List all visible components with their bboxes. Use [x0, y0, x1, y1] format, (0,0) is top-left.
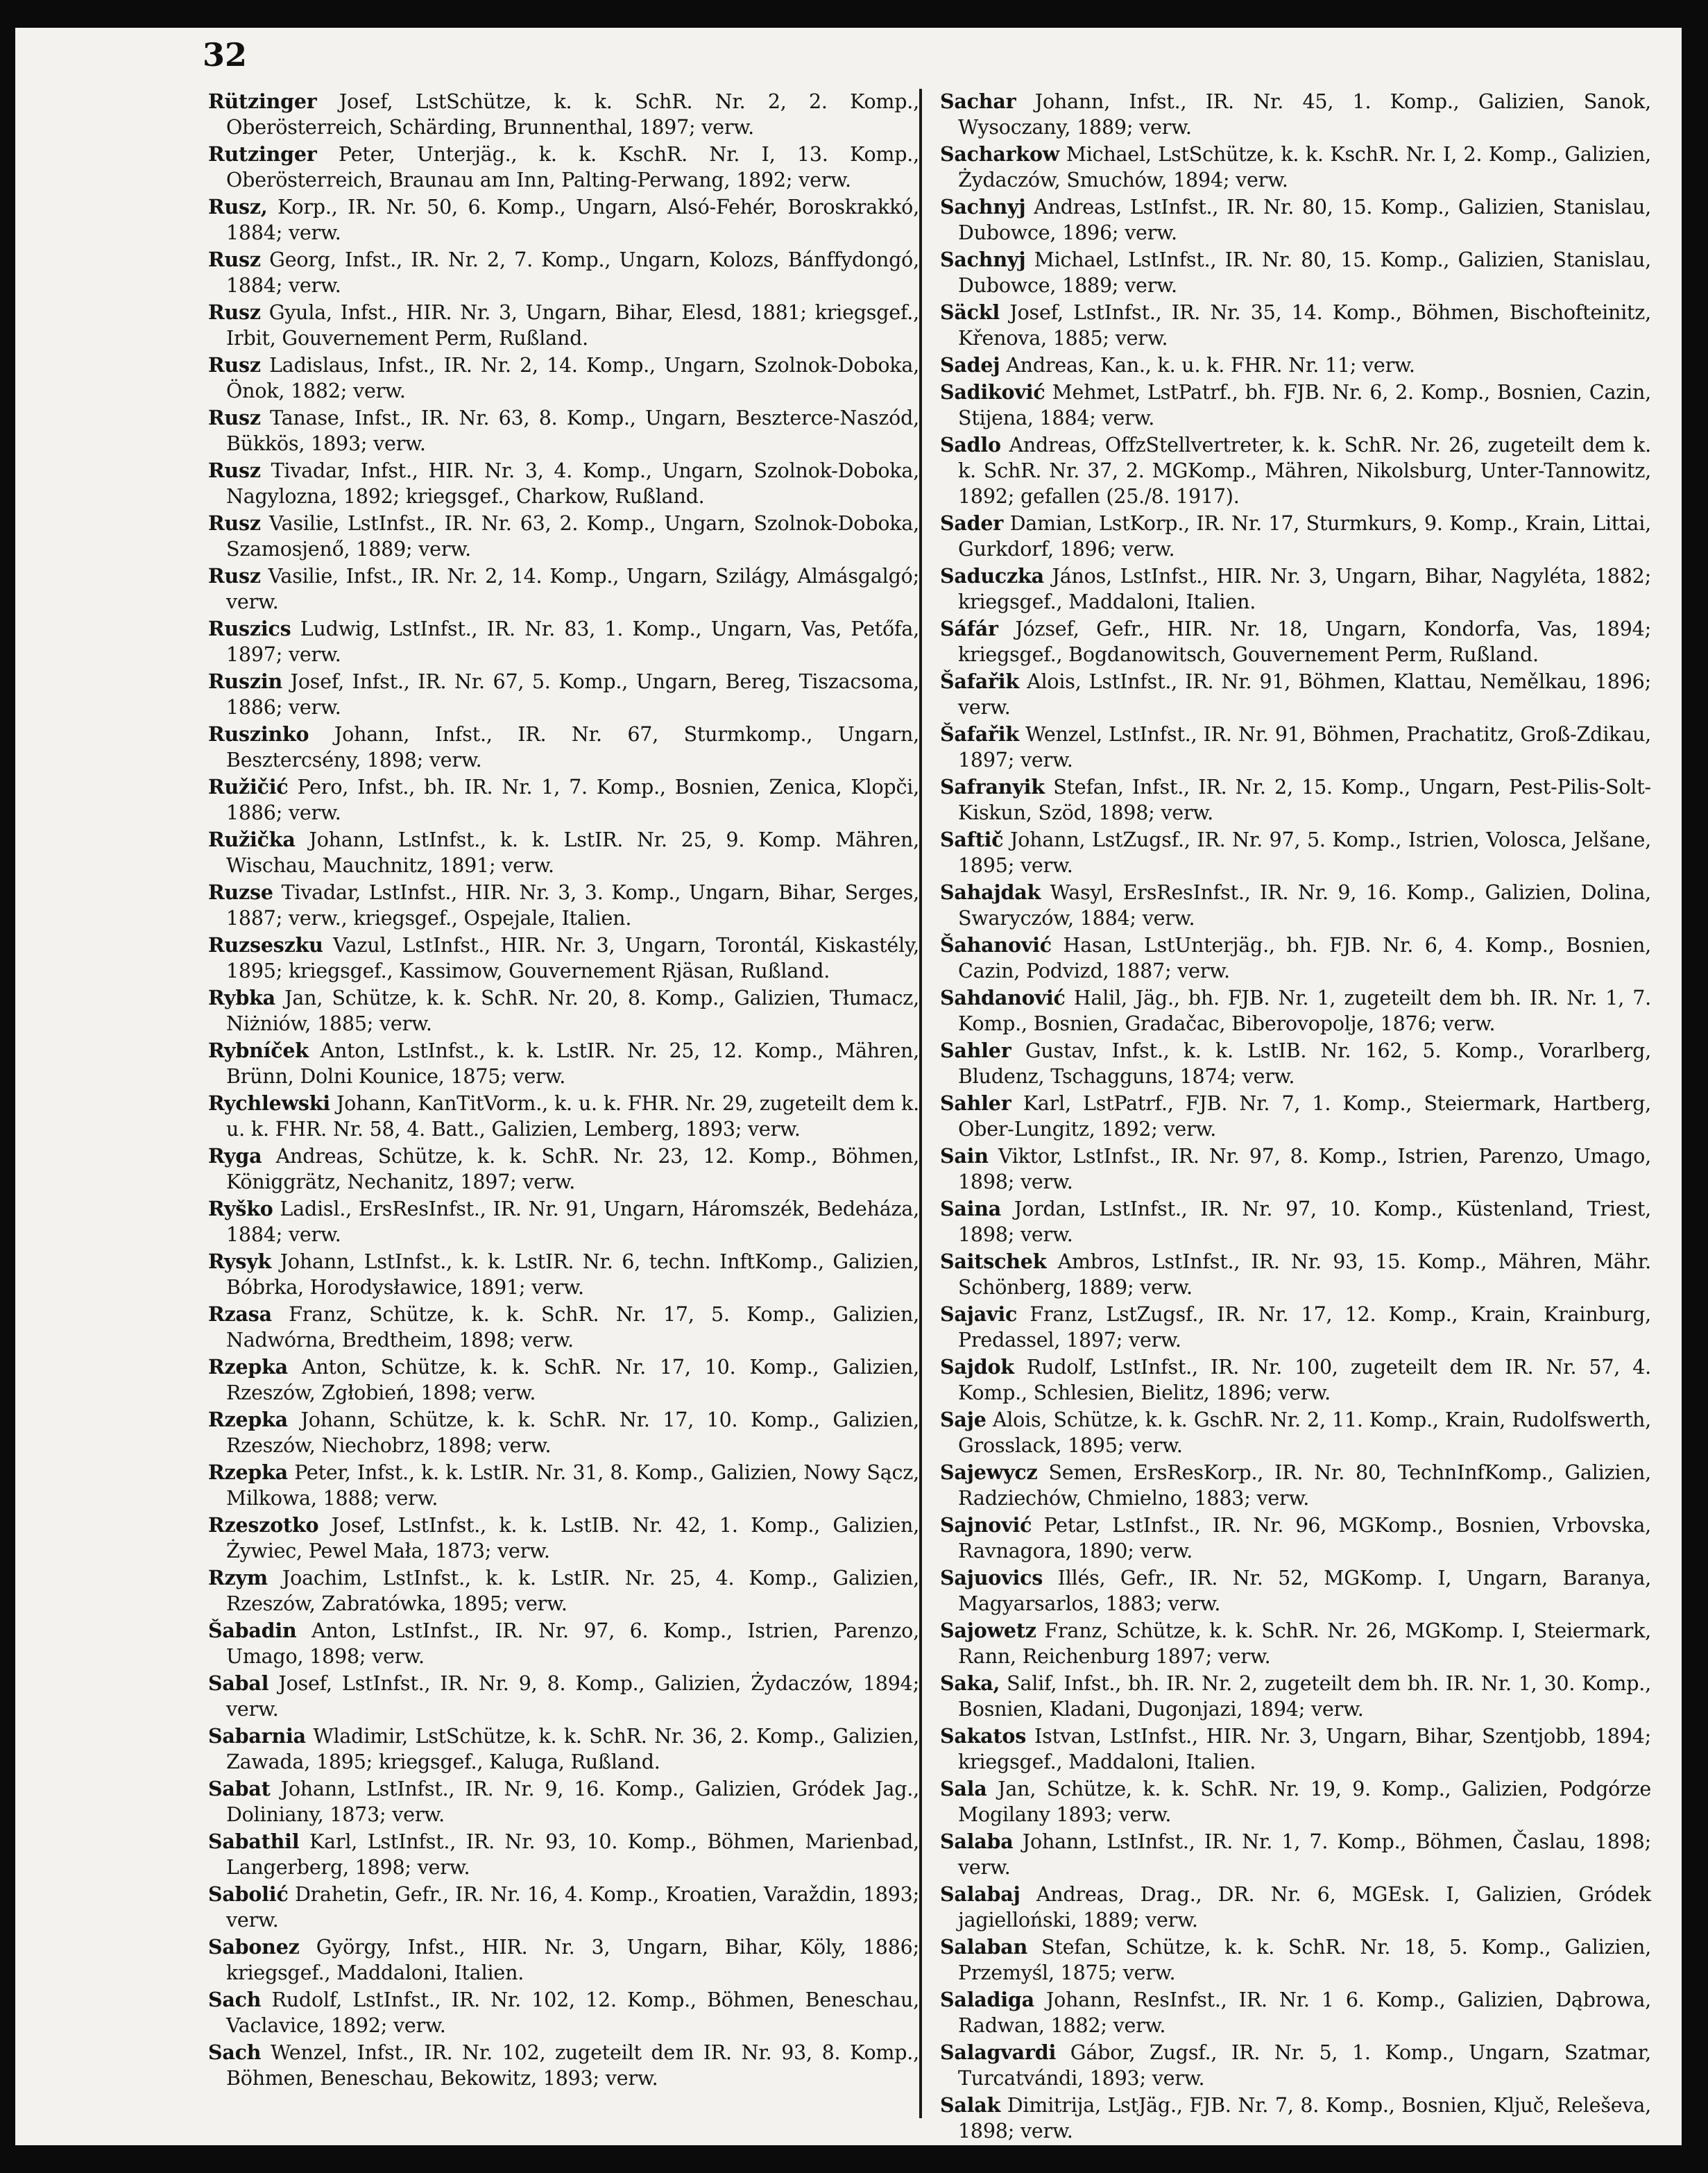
- entry-details: Wenzel, Infst., IR. Nr. 102, zugeteilt dem IR. Nr. 93, 8. Komp., Böhmen, Beneschau, Bekowitz, 1893; verw.: [226, 2041, 919, 2090]
- entry-surname: Säckl: [940, 300, 1000, 324]
- left-column: [208, 89, 919, 2093]
- entry-surname: Sáfár: [940, 617, 998, 640]
- entry-details: Stefan, Schütze, k. k. SchR. Nr. 18, 5. Komp., Galizien, Przemyśl, 1875; verw.: [958, 1936, 1651, 1984]
- entry-surname: Saitschek: [940, 1250, 1047, 1273]
- register-entry: [940, 1038, 1651, 1089]
- entry-details: Michael, LstSchütze, k. k. KschR. Nr. I, 2. Komp., Galizien, Żydaczów, Smuchów, 1894; verw.: [958, 143, 1651, 191]
- register-entry: [940, 880, 1651, 931]
- entry-details: Ladislaus, Infst., IR. Nr. 2, 14. Komp., Ungarn, Szolnok-Doboka, Önok, 1882; verw.: [226, 354, 919, 402]
- register-entry: [208, 827, 919, 878]
- column-divider: [919, 89, 922, 2118]
- entry-details: Korp., IR. Nr. 50, 6. Komp., Ungarn, Alsó-Fehér, Boroskrakkó, 1884; verw.: [226, 196, 919, 244]
- entry-surname: Ryga: [208, 1144, 262, 1168]
- register-entry: [208, 511, 919, 562]
- entry-surname: Šafařik: [940, 722, 1019, 746]
- entry-surname: Saka,: [940, 1671, 1000, 1695]
- entry-details: Rudolf, LstInfst., IR. Nr. 102, 12. Komp., Böhmen, Beneschau, Vaclavice, 1892; verw.: [226, 1988, 919, 2037]
- entry-details: Jordan, LstInfst., IR. Nr. 97, 10. Komp., Küstenland, Triest, 1898; verw.: [958, 1198, 1651, 1246]
- entry-surname: Saftič: [940, 828, 1004, 851]
- entry-surname: Sakatos: [940, 1724, 1027, 1748]
- entry-surname: Saduczka: [940, 564, 1044, 588]
- register-entry: [940, 1618, 1651, 1669]
- register-entry: [940, 300, 1651, 351]
- register-entry: [940, 1882, 1651, 1933]
- entry-details: Mehmet, LstPatrf., bh. FJB. Nr. 6, 2. Komp., Bosnien, Cazin, Stijena, 1884; verw.: [958, 381, 1651, 429]
- entry-surname: Rusz: [208, 459, 261, 482]
- entry-surname: Salagvardi: [940, 2040, 1057, 2064]
- entry-details: Andreas, OffzStellvertreter, k. k. SchR. Nr. 26, zugeteilt dem k. k. SchR. Nr. 37, 2. MGKomp., Mähren, Nikolsburg, Unter-Tannowitz, 1892; gefallen (25./8. 1917).: [958, 434, 1651, 508]
- entry-surname: Sabarnia: [208, 1724, 306, 1748]
- register-entry: [940, 985, 1651, 1037]
- entry-surname: Ryško: [208, 1197, 273, 1220]
- scan-border-top: [0, 0, 1708, 28]
- entry-details: Johann, KanTitVorm., k. u. k. FHR. Nr. 29, zugeteilt dem k. u. k. FHR. Nr. 58, 4. Batt., Galizien, Lemberg, 1893; verw.: [226, 1092, 919, 1141]
- entry-surname: Rzepka: [208, 1460, 288, 1484]
- register-entry: [208, 300, 919, 351]
- entry-surname: Sach: [208, 1988, 262, 2011]
- register-entry: [940, 194, 1651, 246]
- entry-details: Ladisl., ErsResInfst., IR. Nr. 91, Ungarn, Háromszék, Bedeháza, 1884; verw.: [226, 1198, 919, 1246]
- entry-details: Wladimir, LstSchütze, k. k. SchR. Nr. 36, 2. Komp., Galizien, Zawada, 1895; kriegsgef., Kaluga, Rußland.: [226, 1725, 919, 1773]
- register-entry: [940, 1091, 1651, 1142]
- entry-details: Michael, LstInfst., IR. Nr. 80, 15. Komp., Galizien, Stanislau, Dubowce, 1889; verw.: [958, 248, 1651, 297]
- entry-details: Illés, Gefr., IR. Nr. 52, MGKomp. I, Ungarn, Baranya, Magyarsarlos, 1883; verw.: [958, 1567, 1651, 1615]
- entry-details: Johann, Schütze, k. k. SchR. Nr. 17, 10. Komp., Galizien, Rzeszów, Niechobrz, 1898; verw.: [226, 1408, 919, 1457]
- entry-details: Josef, LstInfst., IR. Nr. 9, 8. Komp., Galizien, Żydaczów, 1894; verw.: [226, 1672, 919, 1721]
- register-entry: [940, 1196, 1651, 1247]
- entry-surname: Sahler: [940, 1091, 1011, 1115]
- register-entry: [208, 1038, 919, 1089]
- entry-surname: Ruszinko: [208, 722, 309, 746]
- entry-surname: Rusz,: [208, 195, 268, 219]
- register-entry: [940, 1776, 1651, 1827]
- entry-details: Vasilie, LstInfst., IR. Nr. 63, 2. Komp., Ungarn, Szolnok-Doboka, Szamosjenő, 1889; verw.: [226, 512, 919, 561]
- entry-details: Karl, LstPatrf., FJB. Nr. 7, 1. Komp., Steiermark, Hartberg, Ober-Lungitz, 1892; verw.: [958, 1092, 1651, 1141]
- register-entry: [940, 1934, 1651, 1986]
- entry-surname: Rusz: [208, 406, 261, 429]
- register-entry: [208, 194, 919, 246]
- entry-details: Peter, Infst., k. k. LstIR. Nr. 31, 8. Komp., Galizien, Nowy Sącz, Milkowa, 1888; verw.: [226, 1461, 919, 1510]
- entry-details: Andreas, LstInfst., IR. Nr. 80, 15. Komp., Galizien, Stanislau, Dubowce, 1896; verw.: [958, 196, 1651, 244]
- page-number: 32: [203, 36, 248, 74]
- entry-details: Johann, ResInfst., IR. Nr. 1 6. Komp., Galizien, Dąbrowa, Radwan, 1882; verw.: [958, 1988, 1651, 2037]
- entry-details: Anton, Schütze, k. k. SchR. Nr. 17, 10. Komp., Galizien, Rzeszów, Zgłobień, 1898; verw.: [226, 1356, 919, 1404]
- entry-details: Gábor, Zugsf., IR. Nr. 5, 1. Komp., Ungarn, Szatmar, Turcatvándi, 1893; verw.: [958, 2041, 1651, 2090]
- entry-details: Ludwig, LstInfst., IR. Nr. 83, 1. Komp., Ungarn, Vas, Petőfa, 1897; verw.: [226, 617, 919, 666]
- register-entry: [940, 722, 1651, 773]
- register-entry: [208, 1196, 919, 1247]
- entry-surname: Rzasa: [208, 1302, 272, 1326]
- entry-surname: Ruszics: [208, 617, 291, 640]
- entry-details: Josef, LstInfst., IR. Nr. 35, 14. Komp., Böhmen, Bischofteinitz, Křenova, 1885; verw.: [958, 301, 1651, 350]
- entry-details: Johann, Infst., IR. Nr. 45, 1. Komp., Galizien, Sanok, Wysoczany, 1889; verw.: [958, 90, 1651, 139]
- register-entry: [940, 1460, 1651, 1511]
- entry-details: Johann, LstInfst., IR. Nr. 9, 16. Komp., Galizien, Gródek Jag., Doliniany, 1873; verw.: [226, 1778, 919, 1826]
- entry-surname: Sacharkow: [940, 142, 1060, 166]
- entry-details: Johann, Infst., IR. Nr. 67, Sturmkomp., Ungarn, Besztercsény, 1898; verw.: [226, 723, 919, 772]
- entry-details: Gustav, Infst., k. k. LstIB. Nr. 162, 5. Komp., Vorarlberg, Bludenz, Tschagguns, 1874; verw.: [958, 1039, 1651, 1088]
- entry-surname: Ruszin: [208, 670, 282, 693]
- register-entry: [208, 669, 919, 720]
- entry-details: Alois, Schütze, k. k. GschR. Nr. 2, 11. Komp., Krain, Rudolfswerth, Grosslack, 1895; verw.: [958, 1408, 1651, 1457]
- register-entry: [208, 616, 919, 667]
- entry-surname: Ružička: [208, 828, 296, 851]
- entry-details: Halil, Jäg., bh. FJB. Nr. 1, zugeteilt dem bh. IR. Nr. 1, 7. Komp., Bosnien, Gradačac, Biberovopolje, 1876; verw.: [958, 987, 1651, 1035]
- entry-surname: Sachar: [940, 90, 1016, 113]
- register-entry: [940, 669, 1651, 720]
- entry-surname: Rybníček: [208, 1039, 309, 1062]
- entry-surname: Sachnyj: [940, 248, 1026, 271]
- entry-details: Jan, Schütze, k. k. SchR. Nr. 19, 9. Komp., Galizien, Podgórze Mogilany 1893; verw.: [958, 1778, 1651, 1826]
- entry-surname: Ruzseszku: [208, 933, 323, 957]
- entry-surname: Sabal: [208, 1671, 269, 1695]
- entry-surname: Sadlo: [940, 433, 1001, 457]
- entry-surname: Šabadin: [208, 1619, 297, 1642]
- entry-surname: Sala: [940, 1777, 987, 1800]
- entry-surname: Sain: [940, 1144, 989, 1168]
- entry-surname: Saladiga: [940, 1988, 1034, 2011]
- entry-details: Damian, LstKorp., IR. Nr. 17, Sturmkurs, 9. Komp., Krain, Littai, Gurkdorf, 1896; verw.: [958, 512, 1651, 561]
- entry-details: Istvan, LstInfst., HIR. Nr. 3, Ungarn, Bihar, Szentjobb, 1894; kriegsgef., Maddaloni, Italien.: [958, 1725, 1651, 1773]
- register-entry: [940, 380, 1651, 431]
- register-entry: [208, 1512, 919, 1564]
- entry-surname: Sajdok: [940, 1355, 1014, 1379]
- register-entry: [208, 774, 919, 826]
- register-entry: [208, 1618, 919, 1669]
- entry-details: Andreas, Kan., k. u. k. FHR. Nr. 11; verw.: [1000, 354, 1415, 377]
- register-entry: [940, 89, 1651, 140]
- register-entry: [208, 1565, 919, 1617]
- register-entry: [940, 1565, 1651, 1617]
- entry-surname: Sachnyj: [940, 195, 1026, 219]
- register-entry: [208, 563, 919, 615]
- entry-surname: Sajowetz: [940, 1619, 1036, 1642]
- entry-details: Wasyl, ErsResInfst., IR. Nr. 9, 16. Komp., Galizien, Dolina, Swaryczów, 1884; verw.: [958, 881, 1651, 930]
- entry-surname: Sabonez: [208, 1935, 300, 1959]
- entry-details: Gyula, Infst., HIR. Nr. 3, Ungarn, Bihar, Elesd, 1881; kriegsgef., Irbit, Gouvernement Perm, Rußland.: [226, 301, 919, 350]
- register-entry: [208, 880, 919, 931]
- entry-surname: Sadej: [940, 353, 1000, 377]
- register-entry: [208, 1354, 919, 1406]
- entry-surname: Sajuovics: [940, 1566, 1043, 1590]
- scan-border-left: [0, 0, 15, 2173]
- register-entry: [940, 142, 1651, 193]
- entry-surname: Sader: [940, 511, 1004, 535]
- register-entry: [940, 1987, 1651, 2038]
- register-entry: [940, 1671, 1651, 1722]
- entry-surname: Sajewycz: [940, 1460, 1038, 1484]
- entry-surname: Rusz: [208, 300, 261, 324]
- register-entry: [940, 352, 1651, 378]
- entry-surname: Saina: [940, 1197, 1002, 1220]
- entry-surname: Ružičić: [208, 775, 289, 799]
- register-entry: [208, 1460, 919, 1511]
- right-column: [940, 89, 1651, 2145]
- entry-details: Franz, Schütze, k. k. SchR. Nr. 26, MGKomp. I, Steiermark, Rann, Reichenburg 1897; verw.: [958, 1619, 1651, 1668]
- entry-details: Andreas, Drag., DR. Nr. 6, MGEsk. I, Galizien, Gródek jagielloński, 1889; verw.: [958, 1883, 1651, 1932]
- entry-surname: Rysyk: [208, 1250, 272, 1273]
- entry-details: Jan, Schütze, k. k. SchR. Nr. 20, 8. Komp., Galizien, Tłumacz, Niżniów, 1885; verw.: [226, 987, 919, 1035]
- entry-details: Franz, LstZugsf., IR. Nr. 17, 12. Komp., Krain, Krainburg, Predassel, 1897; verw.: [958, 1303, 1651, 1352]
- register-entry: [208, 722, 919, 773]
- entry-surname: Sahdanović: [940, 986, 1066, 1009]
- entry-details: Georg, Infst., IR. Nr. 2, 7. Komp., Ungarn, Kolozs, Bánffydongó, 1884; verw.: [226, 248, 919, 297]
- register-entry: [208, 2040, 919, 2091]
- register-entry: [208, 142, 919, 193]
- entry-surname: Šafařik: [940, 670, 1019, 693]
- register-entry: [208, 1776, 919, 1827]
- entry-details: Franz, Schütze, k. k. SchR. Nr. 17, 5. Komp., Galizien, Nadwórna, Bredtheim, 1898; verw.: [226, 1303, 919, 1352]
- entry-details: Karl, LstInfst., IR. Nr. 93, 10. Komp., Böhmen, Marienbad, Langerberg, 1898; verw.: [226, 1830, 919, 1879]
- register-entry: [940, 1354, 1651, 1406]
- register-entry: [940, 511, 1651, 562]
- entry-details: Tanase, Infst., IR. Nr. 63, 8. Komp., Ungarn, Beszterce-Naszód, Bükkös, 1893; verw.: [226, 407, 919, 455]
- register-entry: [940, 2093, 1651, 2144]
- entry-details: Salif, Infst., bh. IR. Nr. 2, zugeteilt dem bh. IR. Nr. 1, 30. Komp., Bosnien, Kladani, Dugonjazi, 1894; verw.: [958, 1672, 1651, 1721]
- register-entry: [208, 1882, 919, 1933]
- entry-details: Tivadar, Infst., HIR. Nr. 3, 4. Komp., Ungarn, Szolnok-Doboka, Nagylozna, 1892; kriegsgef., Charkow, Rußland.: [226, 459, 919, 508]
- entry-details: Petar, LstInfst., IR. Nr. 96, MGKomp., Bosnien, Vrbovska, Ravnagora, 1890; verw.: [958, 1514, 1651, 1562]
- entry-surname: Rusz: [208, 564, 261, 588]
- register-entry: [208, 1249, 919, 1300]
- entry-details: Peter, Unterjäg., k. k. KschR. Nr. I, 13. Komp., Oberösterreich, Braunau am Inn, Palting-Perwang, 1892; verw.: [226, 143, 919, 191]
- register-entry: [940, 1829, 1651, 1880]
- entry-details: Joachim, LstInfst., k. k. LstIR. Nr. 25, 4. Komp., Galizien, Rzeszów, Zabratówka, 1895; verw.: [226, 1567, 919, 1615]
- register-entry: [208, 1091, 919, 1142]
- entry-details: Johann, LstInfst., IR. Nr. 1, 7. Komp., Böhmen, Časlau, 1898; verw.: [958, 1830, 1651, 1879]
- entry-details: Viktor, LstInfst., IR. Nr. 97, 8. Komp., Istrien, Parenzo, Umago, 1898; verw.: [958, 1145, 1651, 1193]
- entry-surname: Safranyik: [940, 775, 1045, 799]
- register-entry: [940, 1723, 1651, 1775]
- entry-details: Anton, LstInfst., k. k. LstIR. Nr. 25, 12. Komp., Mähren, Brünn, Dolni Kounice, 1875; verw.: [226, 1039, 919, 1088]
- entry-surname: Rusz: [208, 511, 261, 535]
- scan-border-right: [1682, 0, 1708, 2173]
- entry-details: Johann, LstInfst., k. k. LstIR. Nr. 6, techn. InftKomp., Galizien, Bóbrka, Horodysławice, 1891; verw.: [226, 1250, 919, 1299]
- entry-surname: Rzeszotko: [208, 1513, 319, 1537]
- entry-details: Vasilie, Infst., IR. Nr. 2, 14. Komp., Ungarn, Szilágy, Almásgalgó; verw.: [226, 565, 919, 613]
- register-entry: [208, 1407, 919, 1458]
- register-entry: [940, 432, 1651, 509]
- entry-surname: Rutzinger: [208, 142, 317, 166]
- register-entry: [208, 1987, 919, 2038]
- register-entry: [208, 985, 919, 1037]
- entry-surname: Sabolić: [208, 1882, 289, 1906]
- entry-details: Rudolf, LstInfst., IR. Nr. 100, zugeteilt dem IR. Nr. 57, 4. Komp., Schlesien, Bielitz, 1896; verw.: [958, 1356, 1651, 1404]
- entry-surname: Rusz: [208, 248, 261, 271]
- register-entry: [940, 563, 1651, 615]
- entry-details: Josef, Infst., IR. Nr. 67, 5. Komp., Ungarn, Bereg, Tiszacsoma, 1886; verw.: [226, 670, 919, 719]
- register-entry: [940, 827, 1651, 878]
- entry-surname: Sahler: [940, 1039, 1011, 1062]
- register-entry: [208, 1723, 919, 1775]
- entry-surname: Rzym: [208, 1566, 268, 1590]
- entry-details: Josef, LstInfst., k. k. LstIB. Nr. 42, 1. Komp., Galizien, Żywiec, Pewel Mała, 1873; verw.: [226, 1514, 919, 1562]
- register-entry: [940, 1512, 1651, 1564]
- register-entry: [208, 247, 919, 298]
- entry-details: Drahetin, Gefr., IR. Nr. 16, 4. Komp., Kroatien, Varaždin, 1893; verw.: [226, 1883, 919, 1932]
- entry-details: Andreas, Schütze, k. k. SchR. Nr. 23, 12. Komp., Böhmen, Königgrätz, Nechanitz, 1897; verw.: [226, 1145, 919, 1193]
- entry-surname: Sabathil: [208, 1830, 300, 1853]
- register-entry: [208, 932, 919, 984]
- entry-surname: Rzepka: [208, 1408, 288, 1431]
- entry-surname: Saje: [940, 1408, 987, 1431]
- register-entry: [208, 1829, 919, 1880]
- entry-details: Pero, Infst., bh. IR. Nr. 1, 7. Komp., Bosnien, Zenica, Klopči, 1886; verw.: [226, 776, 919, 824]
- entry-surname: Sach: [208, 2040, 262, 2064]
- register-entry: [940, 616, 1651, 667]
- entry-details: Anton, LstInfst., IR. Nr. 97, 6. Komp., Istrien, Parenzo, Umago, 1898; verw.: [226, 1619, 919, 1668]
- register-entry: [940, 1143, 1651, 1195]
- entry-surname: Rybka: [208, 986, 275, 1009]
- entry-details: Vazul, LstInfst., HIR. Nr. 3, Ungarn, Torontál, Kiskastély, 1895; kriegsgef., Kassimow, Gouvernement Rjäsan, Rußland.: [226, 934, 919, 982]
- register-entry: [208, 405, 919, 457]
- entry-surname: Sadiković: [940, 380, 1045, 404]
- entry-surname: Salaba: [940, 1830, 1014, 1853]
- entry-details: Tivadar, LstInfst., HIR. Nr. 3, 3. Komp., Ungarn, Bihar, Serges, 1887; verw., kriegsgef., Ospejale, Italien.: [226, 881, 919, 930]
- entry-surname: Sajavic: [940, 1302, 1018, 1326]
- entry-surname: Rützinger: [208, 90, 317, 113]
- register-entry: [940, 932, 1651, 984]
- register-entry: [940, 1249, 1651, 1300]
- entry-surname: Sahajdak: [940, 880, 1041, 904]
- register-entry: [208, 458, 919, 509]
- entry-details: Johann, LstZugsf., IR. Nr. 97, 5. Komp., Istrien, Volosca, Jelšane, 1895; verw.: [958, 828, 1651, 877]
- entry-details: János, LstInfst., HIR. Nr. 3, Ungarn, Bihar, Nagyléta, 1882; kriegsgef., Maddaloni, Italien.: [958, 565, 1651, 613]
- entry-surname: Salak: [940, 2093, 1001, 2117]
- scan-border-bottom: [0, 2145, 1708, 2173]
- entry-details: Stefan, Infst., IR. Nr. 2, 15. Komp., Ungarn, Pest-Pilis-Solt-Kiskun, Szöd, 1898; verw.: [958, 776, 1651, 824]
- register-entry: [208, 1671, 919, 1722]
- entry-details: Johann, LstInfst., k. k. LstIR. Nr. 25, 9. Komp. Mähren, Wischau, Mauchnitz, 1891; verw.: [226, 828, 919, 877]
- entry-surname: Šahanović: [940, 933, 1052, 957]
- entry-surname: Rzepka: [208, 1355, 288, 1379]
- entry-details: Dimitrija, LstJäg., FJB. Nr. 7, 8. Komp., Bosnien, Ključ, Releševa, 1898; verw.: [958, 2094, 1651, 2142]
- register-entry: [208, 1934, 919, 1986]
- entry-details: Ambros, LstInfst., IR. Nr. 93, 15. Komp., Mähren, Mähr. Schönberg, 1889; verw.: [958, 1250, 1651, 1299]
- register-entry: [208, 352, 919, 404]
- entry-details: József, Gefr., HIR. Nr. 18, Ungarn, Kondorfa, Vas, 1894; kriegsgef., Bogdanowitsch, Gouvernement Perm, Rußland.: [958, 617, 1651, 666]
- register-entry: [208, 89, 919, 140]
- entry-surname: Rychlewski: [208, 1091, 330, 1115]
- register-entry: [940, 1407, 1651, 1458]
- register-entry: [940, 247, 1651, 298]
- register-entry: [208, 1302, 919, 1353]
- register-entry: [940, 774, 1651, 826]
- entry-surname: Sajnović: [940, 1513, 1032, 1537]
- register-entry: [940, 2040, 1651, 2091]
- entry-details: György, Infst., HIR. Nr. 3, Ungarn, Bihar, Köly, 1886; kriegsgef., Maddaloni, Italien.: [226, 1936, 919, 1984]
- entry-details: Josef, LstSchütze, k. k. SchR. Nr. 2, 2. Komp., Oberösterreich, Schärding, Brunnenthal, 1897; verw.: [226, 90, 919, 139]
- entry-details: Wenzel, LstInfst., IR. Nr. 91, Böhmen, Prachatitz, Groß-Zdikau, 1897; verw.: [958, 723, 1651, 772]
- entry-details: Hasan, LstUnterjäg., bh. FJB. Nr. 6, 4. Komp., Bosnien, Cazin, Podvizd, 1887; verw.: [958, 934, 1651, 982]
- register-entry: [940, 1302, 1651, 1353]
- entry-details: Semen, ErsResKorp., IR. Nr. 80, TechnInfKomp., Galizien, Radziechów, Chmielno, 1883; verw.: [958, 1461, 1651, 1510]
- entry-surname: Salaban: [940, 1935, 1028, 1959]
- entry-surname: Sabat: [208, 1777, 271, 1800]
- register-entry: [208, 1143, 919, 1195]
- entry-surname: Salabaj: [940, 1882, 1020, 1906]
- entry-surname: Rusz: [208, 353, 261, 377]
- entry-details: Alois, LstInfst., IR. Nr. 91, Böhmen, Klattau, Nemělkau, 1896; verw.: [958, 670, 1651, 719]
- entry-surname: Ruzse: [208, 880, 273, 904]
